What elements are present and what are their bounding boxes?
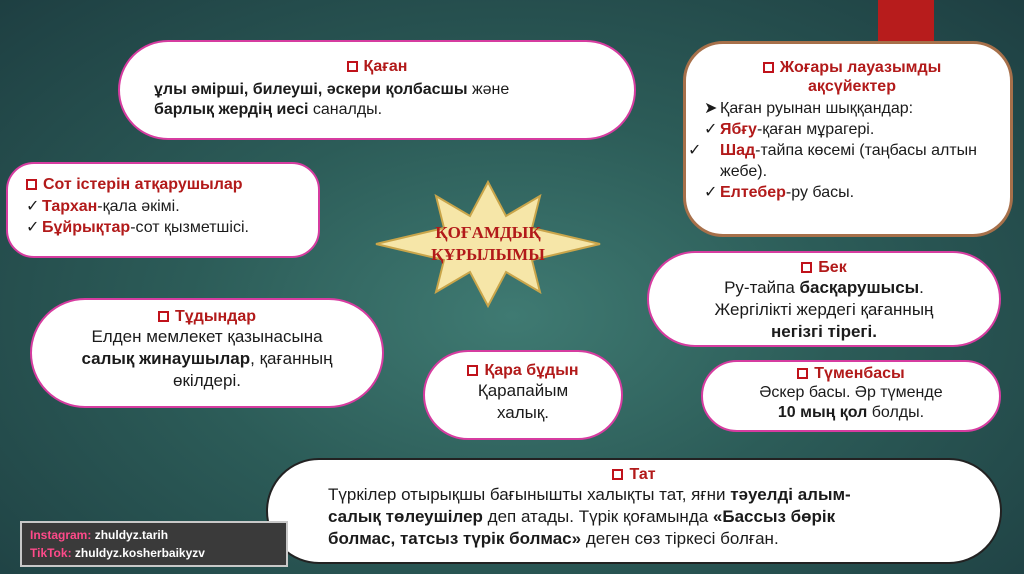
- checkbox-bullet-icon: [26, 179, 37, 190]
- checkbox-bullet-icon: [347, 61, 358, 72]
- list-item: ✓ Бұйрықтар-сот қызметшісі.: [26, 219, 249, 236]
- list-item: ✓ Шад-тайпа көсемі (таңбасы алтын жебе).: [688, 142, 978, 180]
- zhogary-box: [683, 41, 1013, 237]
- bek-title: Бек: [669, 259, 979, 277]
- checkbox-bullet-icon: [467, 365, 478, 376]
- list-item: ✓ Тархан-қала әкімі.: [26, 198, 180, 215]
- sot-box: [6, 162, 320, 258]
- checkbox-bullet-icon: [801, 262, 812, 273]
- checkbox-bullet-icon: [158, 311, 169, 322]
- center-title: ҚОҒАМДЫҚ ҚҰРЫЛЫМЫ: [431, 223, 545, 264]
- list-item: ✓ Ябғу-қаған мұрагері.: [704, 121, 875, 138]
- tiktok-credit: TikTok: zhuldyz.kosherbaikyzv: [30, 546, 205, 560]
- zhogary-title: Жоғары лауазымды ақсүйектер: [704, 58, 1000, 96]
- instagram-credit: Instagram: zhuldyz.tarih: [30, 528, 169, 542]
- tumen-title: Түменбасы: [719, 365, 983, 383]
- list-item: ➤ Қаған руынан шыққандар:: [704, 100, 914, 117]
- checkmark-icon: ✓: [26, 198, 40, 215]
- bek-text: Ру-тайпа басқарушысы. Жергілікті жердегі қағанның негізгі тірегі.: [714, 278, 934, 341]
- tat-box: [266, 458, 1002, 564]
- tudyn-title: Тұдындар: [62, 308, 352, 326]
- kara-box: [423, 350, 623, 440]
- kagan-box: [118, 40, 636, 140]
- checkbox-bullet-icon: [797, 368, 808, 379]
- bek-box: [647, 251, 1001, 347]
- list-item: ✓ Елтебер-ру басы.: [704, 184, 855, 201]
- accent-bar: [878, 0, 934, 44]
- checkbox-bullet-icon: [763, 62, 774, 73]
- checkmark-icon: ✓: [26, 219, 40, 236]
- kagan-text: ұлы әмірші, билеуші, әскери қолбасшы және барлық жердің иесі саналды.: [154, 81, 510, 118]
- social-credits: [20, 521, 288, 567]
- kara-title: Қара бұдын: [435, 362, 611, 380]
- tudyn-text: Елден мемлекет қазынасына салық жинаушылар, қағанның өкілдері.: [81, 327, 333, 390]
- tumen-box: [701, 360, 1001, 432]
- sot-list: [26, 196, 306, 238]
- arrow-bullet-icon: ➤: [704, 100, 718, 117]
- zhogary-list: [688, 98, 1000, 203]
- checkmark-icon: ✓: [704, 121, 718, 138]
- checkmark-icon: ✓: [704, 184, 718, 201]
- checkmark-icon: ✓: [688, 142, 702, 159]
- tumen-text: Әскер басы. Әр түменде 10 мың қол болды.: [759, 384, 943, 421]
- tat-text: Түркілер отырықшы бағынышты халықты тат, яғни тәуелді алым- салық төлеушілер деп атады. Түрік қоғамында «Бассыз бөрік болмас, татсыз түрік болмас» деген сөз тіркесі болған.: [328, 485, 851, 548]
- center-star: [372, 178, 604, 310]
- checkbox-bullet-icon: [612, 469, 623, 480]
- tat-title: Тат: [328, 466, 940, 484]
- kagan-title: Қаған: [154, 58, 600, 76]
- kara-text: Қарапайым халық.: [477, 381, 569, 422]
- tudyn-box: [30, 298, 384, 408]
- sot-title: Сот істерін атқарушылар: [26, 176, 306, 194]
